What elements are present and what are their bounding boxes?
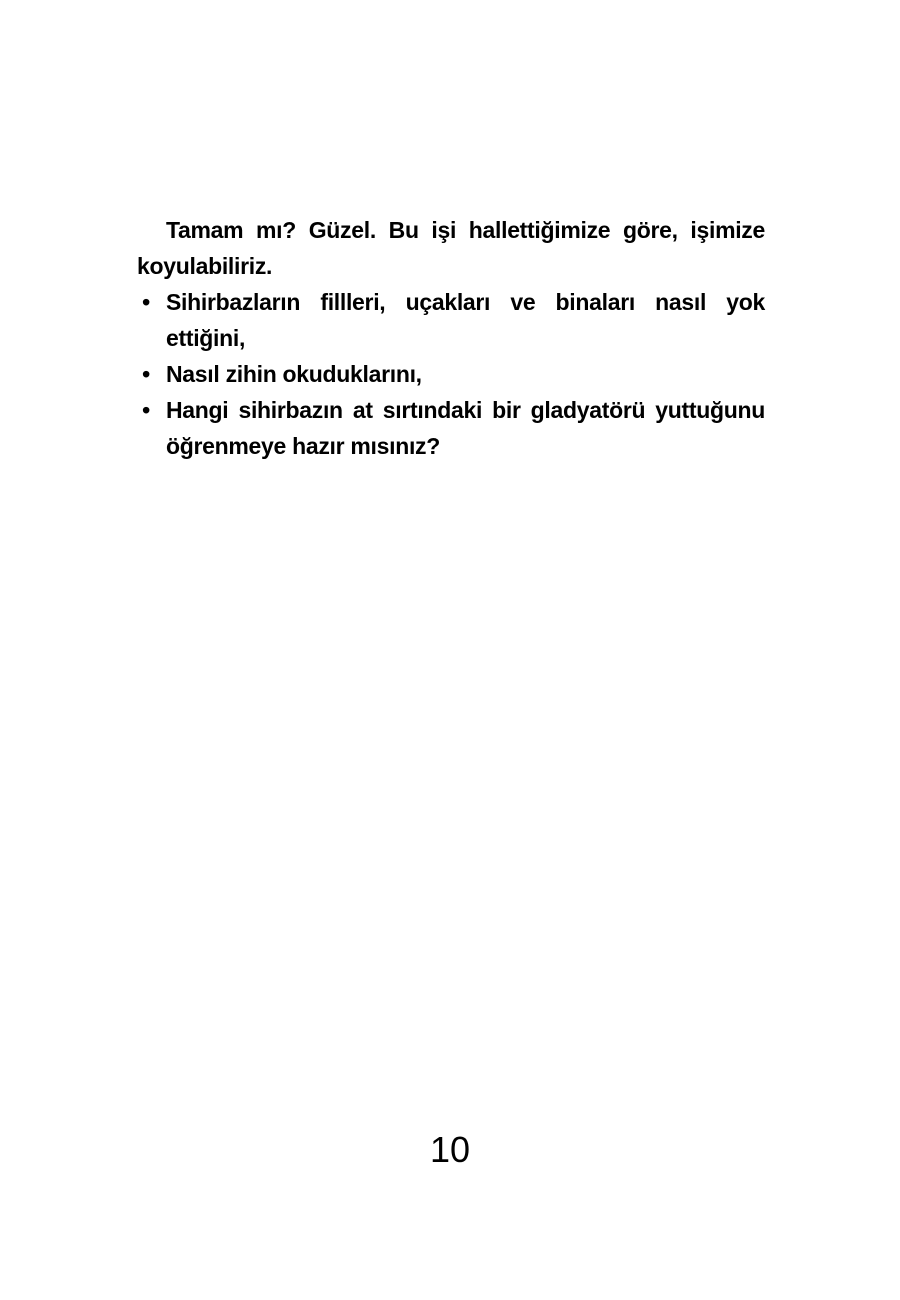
bullet-icon: • [142, 361, 150, 387]
bullet-list [137, 284, 765, 464]
list-item-text: Sihirbazların fillleri, uçakları ve binaları nasıl yok ettiğini, [166, 289, 765, 351]
list-item-text: Hangi sihirbazın at sırtındaki bir gladyatörü yuttuğunu öğrenmeye hazır mısınız? [166, 397, 765, 459]
list-item-text: Nasıl zihin okuduklarını, [166, 361, 422, 387]
list-item [137, 284, 765, 356]
bullet-icon: • [142, 289, 150, 315]
list-item [137, 356, 765, 392]
body-text [137, 212, 765, 464]
list-item [137, 392, 765, 464]
bullet-icon: • [142, 397, 150, 423]
intro-paragraph: Tamam mı? Güzel. Bu işi hallettiğimize göre, işimize koyulabiliriz. [137, 217, 765, 279]
page-number: 10 [429, 1129, 471, 1170]
